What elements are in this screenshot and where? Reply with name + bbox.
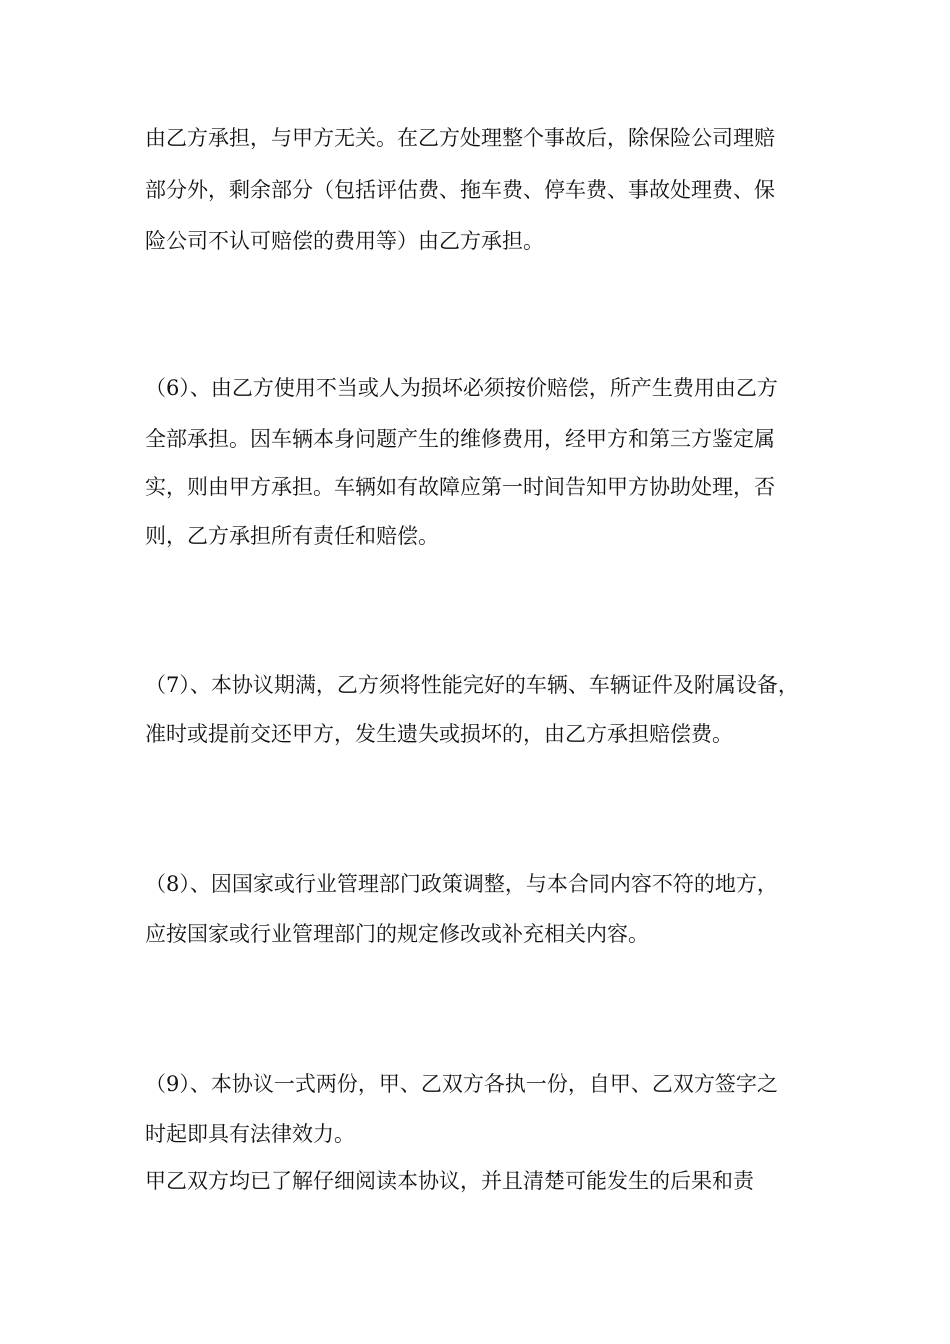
paragraph-1-line-2: 部分外，剩余部分（包括评估费、拖车费、停车费、事故处理费、保 [145,178,775,202]
paragraph-1-line-1: 由乙方承担，与甲方无关。在乙方处理整个事故后，除保险公司理赔 [145,126,775,150]
paragraph-2-line-1: （6）、由乙方使用不当或人为损坏必须按价赔偿，所产生费用由乙方 [145,376,778,400]
paragraph-4-line-2: 应按国家或行业管理部门的规定修改或补充相关内容。 [145,922,649,946]
paragraph-1-line-3: 险公司不认可赔偿的费用等）由乙方承担。 [145,229,544,253]
paragraph-2-line-3: 实，则由甲方承担。车辆如有故障应第一时间告知甲方协助处理，否 [145,475,775,499]
paragraph-5-line-3: 甲乙双方均已了解仔细阅读本协议，并且清楚可能发生的后果和责 [145,1169,754,1193]
paragraph-2-line-4: 则，乙方承担所有责任和赔偿。 [145,524,439,548]
paragraph-2-line-2: 全部承担。因车辆本身问题产生的维修费用，经甲方和第三方鉴定属 [145,427,775,451]
paragraph-3-line-1: （7）、本协议期满，乙方须将性能完好的车辆、车辆证件及附属设备， [145,673,799,697]
paragraph-5-line-2: 时起即具有法律效力。 [145,1122,355,1146]
paragraph-5-line-1: （9）、本协议一式两份，甲、乙双方各执一份，自甲、乙双方签字之 [145,1072,778,1096]
paragraph-4-line-1: （8）、因国家或行业管理部门政策调整，与本合同内容不符的地方， [145,872,778,896]
paragraph-3-line-2: 准时或提前交还甲方，发生遗失或损坏的，由乙方承担赔偿费。 [145,722,733,746]
